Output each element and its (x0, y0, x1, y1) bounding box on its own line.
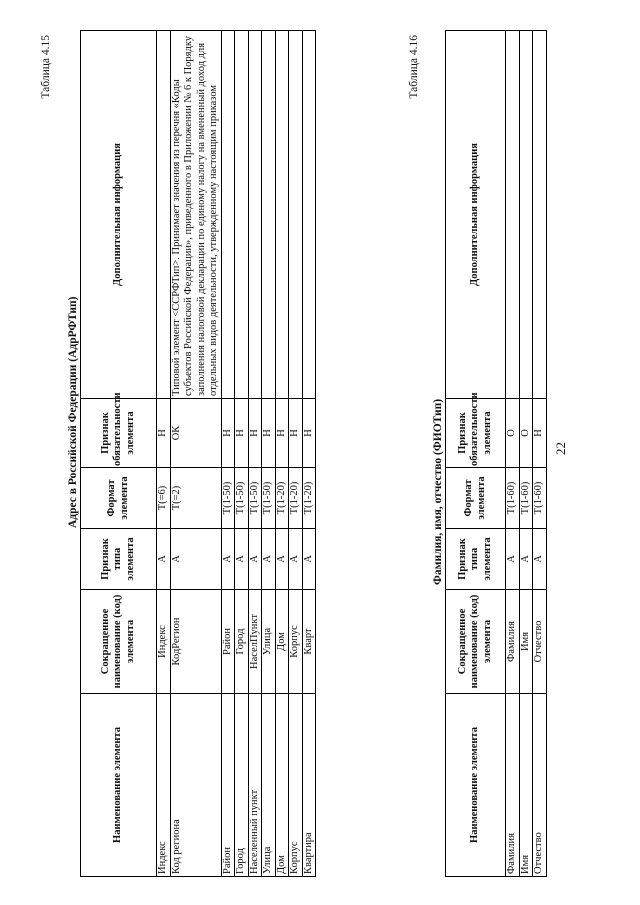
cell-element-code: Район (221, 590, 235, 694)
cell-element-type: А (275, 529, 289, 590)
table-number-label: Таблица 4.15 (40, 35, 52, 99)
cell-element-required: Н (248, 399, 262, 468)
cell-additional-info (157, 31, 171, 399)
cell-element-type: А (248, 529, 262, 590)
table-row (248, 31, 262, 877)
column-header-code: Сокращенное наименование (код) элемента (81, 590, 157, 694)
table-row (262, 31, 276, 877)
cell-element-format: Т(1-60) (506, 468, 520, 529)
cell-element-code: Корпус (289, 590, 303, 694)
cell-element-type: А (289, 529, 303, 590)
cell-additional-info (221, 31, 235, 399)
cell-element-required: Н (262, 399, 276, 468)
column-header-info: Дополнительная информация (81, 31, 157, 399)
cell-element-required: Н (275, 399, 289, 468)
cell-element-format: Т(1-60) (533, 468, 547, 529)
cell-element-type: А (170, 529, 221, 590)
cell-additional-info (302, 31, 316, 399)
table-caption: Фамилия, имя, отчество (ФИОТип) (432, 398, 444, 585)
cell-element-code: Индекс (157, 590, 171, 694)
cell-element-format: Т(1-50) (221, 468, 235, 529)
cell-element-required: Н (533, 399, 547, 468)
table-row (533, 31, 547, 877)
cell-element-code: Имя (519, 590, 533, 694)
cell-element-code: Отчество (533, 590, 547, 694)
cell-element-type: А (533, 529, 547, 590)
table-row (289, 31, 303, 877)
cell-element-name: Город (235, 694, 249, 877)
cell-element-format: Т(1-20) (302, 468, 316, 529)
cell-element-required: Н (302, 399, 316, 468)
address-table (80, 30, 316, 877)
column-header-required: Признак обязательности элемента (81, 399, 157, 468)
table-header-row (81, 31, 157, 877)
table-header-row (446, 31, 506, 877)
cell-element-name: Населенный пункт (248, 694, 262, 877)
cell-element-required: Н (221, 399, 235, 468)
table-row (221, 31, 235, 877)
cell-element-format: Т(=6) (157, 468, 171, 529)
cell-element-type: А (262, 529, 276, 590)
cell-element-code: Дом (275, 590, 289, 694)
cell-element-format: Т(=2) (170, 468, 221, 529)
column-header-code: Сокращенное наименование (код) элемента (446, 590, 506, 694)
cell-element-type: А (221, 529, 235, 590)
cell-element-format: Т(1-50) (262, 468, 276, 529)
cell-element-format: Т(1-20) (289, 468, 303, 529)
column-header-format: Формат элемента (81, 468, 157, 529)
cell-element-name: Квартира (302, 694, 316, 877)
cell-element-required: Н (157, 399, 171, 468)
cell-element-name: Индекс (157, 694, 171, 877)
document-page (40, 23, 620, 883)
table-row (157, 31, 171, 877)
cell-element-code: Улица (262, 590, 276, 694)
cell-element-code: КодРегион (170, 590, 221, 694)
column-header-info: Дополнительная информация (446, 31, 506, 399)
cell-element-required: О (519, 399, 533, 468)
cell-element-format: Т(1-20) (275, 468, 289, 529)
cell-element-name: Корпус (289, 694, 303, 877)
cell-additional-info (262, 31, 276, 399)
table-number-label: Таблица 4.16 (408, 35, 420, 99)
table-row (506, 31, 520, 877)
page-number: 22 (553, 442, 568, 455)
table-row (519, 31, 533, 877)
cell-element-name: Имя (519, 694, 533, 877)
cell-element-type: А (235, 529, 249, 590)
cell-element-format: Т(1-50) (235, 468, 249, 529)
column-header-type: Признак типа элемента (446, 529, 506, 590)
column-header-required: Признак обязательности элемента (446, 399, 506, 468)
cell-additional-info (519, 31, 533, 399)
cell-element-format: Т(1-50) (248, 468, 262, 529)
cell-element-type: А (157, 529, 171, 590)
cell-element-name: Отчество (533, 694, 547, 877)
column-header-name: Наименование элемента (81, 694, 157, 877)
column-header-type: Признак типа элемента (81, 529, 157, 590)
cell-additional-info (275, 31, 289, 399)
table-row (302, 31, 316, 877)
column-header-format: Формат элемента (446, 468, 506, 529)
cell-element-required: Н (235, 399, 249, 468)
cell-element-code: НаселПункт (248, 590, 262, 694)
cell-additional-info (248, 31, 262, 399)
cell-additional-info (235, 31, 249, 399)
cell-element-required: Н (289, 399, 303, 468)
cell-element-required: О (506, 399, 520, 468)
cell-element-name: Фамилия (506, 694, 520, 877)
cell-element-code: Кварт (302, 590, 316, 694)
cell-element-type: А (506, 529, 520, 590)
cell-element-code: Город (235, 590, 249, 694)
full-name-table (445, 30, 547, 877)
cell-additional-info (289, 31, 303, 399)
cell-element-name: Код региона (170, 694, 221, 877)
cell-element-name: Дом (275, 694, 289, 877)
cell-element-required: ОК (170, 399, 221, 468)
cell-element-code: Фамилия (506, 590, 520, 694)
cell-additional-info (533, 31, 547, 399)
table-row (170, 31, 221, 877)
cell-element-type: А (519, 529, 533, 590)
cell-element-type: А (302, 529, 316, 590)
table-row (275, 31, 289, 877)
cell-element-name: Район (221, 694, 235, 877)
column-header-name: Наименование элемента (446, 694, 506, 877)
cell-additional-info (506, 31, 520, 399)
table-caption: Адрес в Российской Федерации (АдрРФТип) (67, 296, 79, 528)
table-row (235, 31, 249, 877)
cell-element-name: Улица (262, 694, 276, 877)
cell-additional-info: Типовой элемент <ССРФТип>. Принимает значения из перечня «Коды субъектов Российской Федерации», приведенного в Приложении № 6 к Порядку заполнения налоговой декларации по единому налогу на вмененный доход для отдельных видов деятельности, утвержденному настоящим приказом (170, 31, 221, 399)
cell-element-format: Т(1-60) (519, 468, 533, 529)
